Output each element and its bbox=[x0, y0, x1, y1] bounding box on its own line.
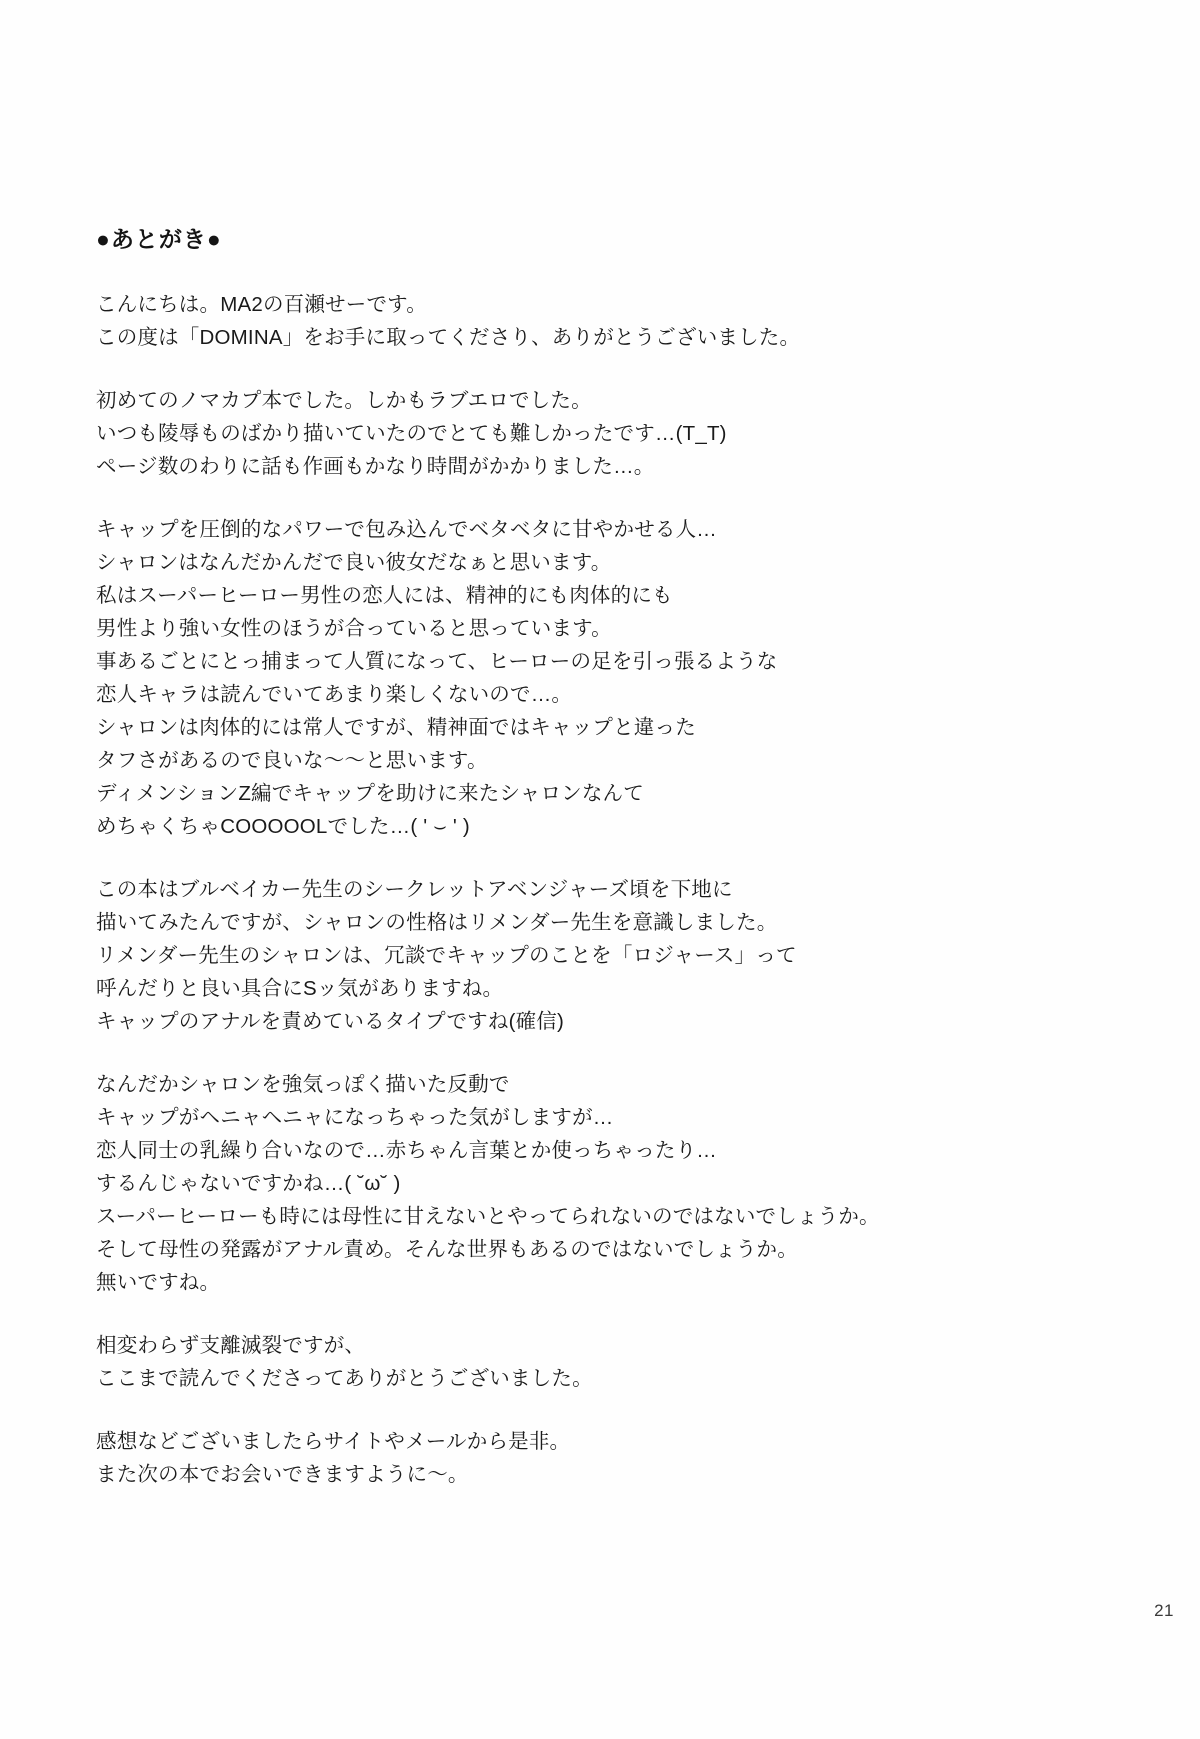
text-line: 相変わらず支離滅裂ですが、 bbox=[96, 1333, 366, 1357]
text-line: なんだかシャロンを強気っぽく描いた反動で bbox=[96, 1072, 510, 1096]
paragraph-list bbox=[96, 288, 1056, 1491]
paragraph-first-noma-couple bbox=[96, 384, 1056, 483]
afterword-body bbox=[96, 226, 1056, 1491]
paragraph-contact bbox=[96, 1425, 1056, 1491]
text-line: 無いですね。 bbox=[96, 1270, 221, 1294]
text-line: 呼んだりと良い具合にSッ気がありますね。 bbox=[96, 976, 504, 1000]
text-line: 恋人同士の乳繰り合いなので…赤ちゃん言葉とか使っちゃったり… bbox=[96, 1138, 717, 1162]
text-line: そして母性の発露がアナル責め。そんな世界もあるのではないでしょうか。 bbox=[96, 1237, 798, 1261]
text-line: ここまで読んでくださってありがとうございました。 bbox=[96, 1366, 593, 1390]
paragraph-about-sharon bbox=[96, 513, 1056, 843]
paragraph-closing-thanks bbox=[96, 1329, 1056, 1395]
text-line: タフさがあるので良いな〜〜と思います。 bbox=[96, 748, 488, 772]
text-line: 私はスーパーヒーロー男性の恋人には、精神的にも肉体的にも bbox=[96, 583, 673, 607]
text-line: シャロンはなんだかんだで良い彼女だなぁと思います。 bbox=[96, 550, 612, 574]
text-line: この度は「DOMINA」をお手に取ってくださり、ありがとうございました。 bbox=[96, 325, 801, 349]
text-line: スーパーヒーローも時には母性に甘えないとやってられないのではないでしょうか。 bbox=[96, 1204, 880, 1228]
text-line: ディメンションZ編でキャップを助けに来たシャロンなんて bbox=[96, 781, 644, 805]
text-line: 男性より強い女性のほうが合っていると思っています。 bbox=[96, 616, 612, 640]
text-line: キャップのアナルを責めているタイプですね(確信) bbox=[96, 1009, 565, 1033]
text-line: 感想などございましたらサイトやメールから是非。 bbox=[96, 1429, 571, 1453]
text-line: シャロンは肉体的には常人ですが、精神面ではキャップと違った bbox=[96, 715, 696, 739]
paragraph-greeting bbox=[96, 288, 1056, 354]
page-title: ●あとがき● bbox=[96, 226, 222, 252]
text-line: 事あるごとにとっ捕まって人質になって、ヒーローの足を引っ張るような bbox=[96, 649, 778, 673]
text-line: キャップがヘニャヘニャになっちゃった気がしますが… bbox=[96, 1105, 614, 1129]
text-line: また次の本でお会いできますように〜。 bbox=[96, 1462, 469, 1486]
text-line: 描いてみたんですが、シャロンの性格はリメンダー先生を意識しました。 bbox=[96, 910, 778, 934]
paragraph-about-cap bbox=[96, 1068, 1056, 1299]
text-line: いつも陵辱ものばかり描いていたのでとても難しかったです…(T_T) bbox=[96, 421, 727, 445]
text-line: この本はブルベイカー先生のシークレットアベンジャーズ頃を下地に bbox=[96, 877, 733, 901]
text-line: するんじゃないですかね…( ˘ω˘ ) bbox=[96, 1171, 401, 1195]
text-line: 恋人キャラは読んでいてあまり楽しくないので…。 bbox=[96, 682, 573, 706]
text-line: こんにちは。MA2の百瀬せーです。 bbox=[96, 292, 427, 316]
text-line: 初めてのノマカプ本でした。しかもラブエロでした。 bbox=[96, 388, 592, 412]
text-line: ページ数のわりに話も作画もかなり時間がかかりました…。 bbox=[96, 454, 655, 478]
text-line: リメンダー先生のシャロンは、冗談でキャップのことを「ロジャース」って bbox=[96, 943, 797, 967]
text-line: キャップを圧倒的なパワーで包み込んでベタベタに甘やかせる人… bbox=[96, 517, 717, 541]
paragraph-about-source bbox=[96, 873, 1056, 1038]
page-number: 21 bbox=[1154, 1601, 1174, 1620]
text-line: めちゃくちゃCOOOOOLでした…( ' ⌣ ' ) bbox=[96, 814, 470, 838]
